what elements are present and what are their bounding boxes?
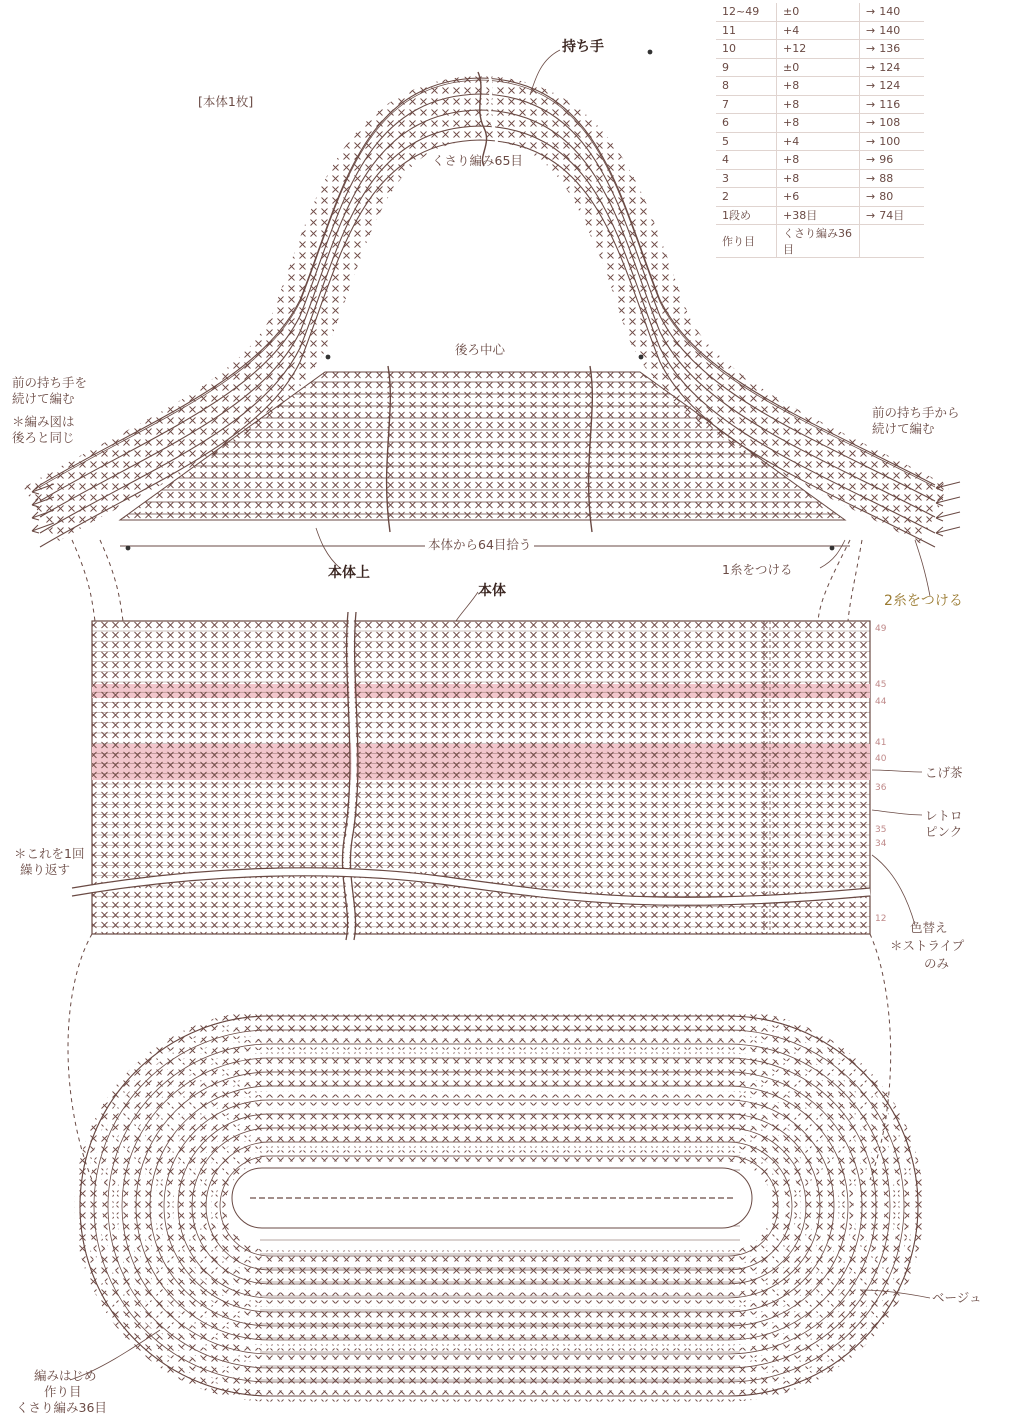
arrow-icon: → (866, 190, 876, 204)
round-number: 44 (875, 697, 887, 707)
left-note-line-2: 続けて編む (12, 391, 75, 406)
handle-label: 持ち手 (562, 39, 604, 55)
total-value: 136 (879, 42, 901, 56)
change-cell: +8 (777, 169, 860, 188)
round-number: 45 (875, 680, 887, 690)
leader-line (316, 528, 340, 568)
body-grid-diagram (72, 612, 870, 940)
left-note-line-3: ＊編み図は (12, 414, 75, 429)
arrow-icon: → (866, 42, 876, 56)
total-value: 100 (879, 134, 901, 148)
round-number: 36 (875, 783, 887, 793)
body-count-label: [本体1枚] (198, 94, 254, 109)
body-top-label: 本体上 (328, 565, 370, 581)
back-center-label: 後ろ中心 (455, 342, 506, 357)
round-number: 35 (875, 825, 887, 835)
change-cell: +8 (777, 77, 860, 96)
total-value: 124 (879, 60, 901, 74)
round-number: 41 (875, 738, 887, 748)
change-cell: +12 (777, 40, 860, 59)
start-label-line-3: くさり編み36目 (16, 1400, 107, 1415)
guide-line (818, 540, 850, 621)
left-note-line-4: 後ろと同じ (12, 430, 75, 445)
total-value: 108 (879, 116, 901, 130)
start-label-line-1: 編みはじめ (34, 1368, 97, 1383)
arrow-icon: → (866, 134, 876, 148)
guide-line (72, 540, 95, 621)
total-value: 140 (879, 5, 901, 19)
total-value: 80 (879, 190, 894, 204)
change-cell: +6 (777, 188, 860, 207)
round-number: 12 (875, 914, 887, 924)
guide-line (848, 540, 862, 621)
color-change-line-1: 色替え (910, 920, 948, 935)
round-cell: 10 (716, 40, 777, 59)
arrow-icon: → (866, 171, 876, 185)
marker-dot (126, 546, 131, 551)
round-cell: 2 (716, 188, 777, 207)
leader-line (872, 810, 922, 815)
change-cell: +4 (777, 132, 860, 151)
total-value: 140 (879, 23, 901, 37)
repeat-note-line-1: ＊これを1回 (14, 846, 85, 861)
pick-up-label: 本体から64目拾う (425, 537, 534, 552)
round-cell: 8 (716, 77, 777, 96)
change-cell: くさり編み36目 (777, 225, 860, 258)
change-cell: ±0 (777, 58, 860, 77)
arrow-icon: → (866, 116, 876, 130)
change-cell: +8 (777, 151, 860, 170)
round-cell: 9 (716, 58, 777, 77)
arrow-icon: → (866, 5, 876, 19)
total-value: 116 (879, 97, 901, 111)
repeat-note-line-2: 繰り返す (20, 862, 71, 877)
arrow-icon: → (866, 209, 876, 223)
right-note-line-2: 続けて編む (872, 421, 935, 436)
total-value: 96 (879, 153, 894, 167)
leader-line (820, 540, 845, 568)
change-cell: +38目 (777, 206, 860, 225)
total-value: 88 (879, 171, 894, 185)
beige-label: ベージュ (932, 1290, 982, 1305)
round-number: 49 (875, 624, 887, 634)
arrow-icon: → (866, 153, 876, 167)
total-value: 124 (879, 79, 901, 93)
round-cell: 5 (716, 132, 777, 151)
left-note-line-1: 前の持ち手を (12, 375, 88, 390)
leader-line (456, 592, 478, 621)
handle-chain-label: くさり編み65目 (432, 153, 523, 168)
arrow-icon: → (866, 23, 876, 37)
retro-pink-label-line-2: ピンク (925, 824, 963, 839)
change-cell: ±0 (777, 3, 860, 21)
body-label: 本体 (478, 583, 506, 599)
dark-brown-label: こげ茶 (925, 765, 963, 780)
retro-pink-label-line-1: レトロ (925, 808, 963, 823)
color-change-line-2: ＊ストライプ (890, 938, 965, 953)
round-cell: 1段め (716, 206, 777, 225)
change-cell: +8 (777, 95, 860, 114)
base-oval-diagram (80, 1016, 918, 1396)
attach-yarn-1-label: 1糸をつける (722, 562, 793, 577)
marker-dot (648, 50, 653, 55)
change-cell: +4 (777, 21, 860, 40)
leader-line (872, 770, 922, 772)
marker-dot (639, 355, 644, 360)
arrow-icon: → (866, 97, 876, 111)
round-number: 34 (875, 839, 887, 849)
leader-line (915, 540, 930, 596)
marker-dot (326, 355, 331, 360)
round-cell: 6 (716, 114, 777, 133)
attach-yarn-2-label: 2糸をつける (884, 593, 963, 609)
arrow-icon (936, 527, 960, 536)
round-cell: 12~49 (716, 3, 777, 21)
round-cell: 4 (716, 151, 777, 170)
start-label-line-2: 作り目 (44, 1384, 82, 1399)
round-cell: 作り目 (716, 225, 777, 258)
round-cell: 11 (716, 21, 777, 40)
round-number: 40 (875, 754, 887, 764)
right-note-line-1: 前の持ち手から (872, 405, 960, 420)
arrow-icon: → (866, 60, 876, 74)
total-value: 74目 (879, 209, 905, 223)
color-change-line-3: のみ (924, 956, 950, 971)
marker-dot (830, 546, 835, 551)
round-cell: 3 (716, 169, 777, 188)
arrow-icon: → (866, 79, 876, 93)
arrow-icon (936, 512, 960, 521)
change-cell: +8 (777, 114, 860, 133)
guide-line (100, 540, 123, 621)
round-cell: 7 (716, 95, 777, 114)
